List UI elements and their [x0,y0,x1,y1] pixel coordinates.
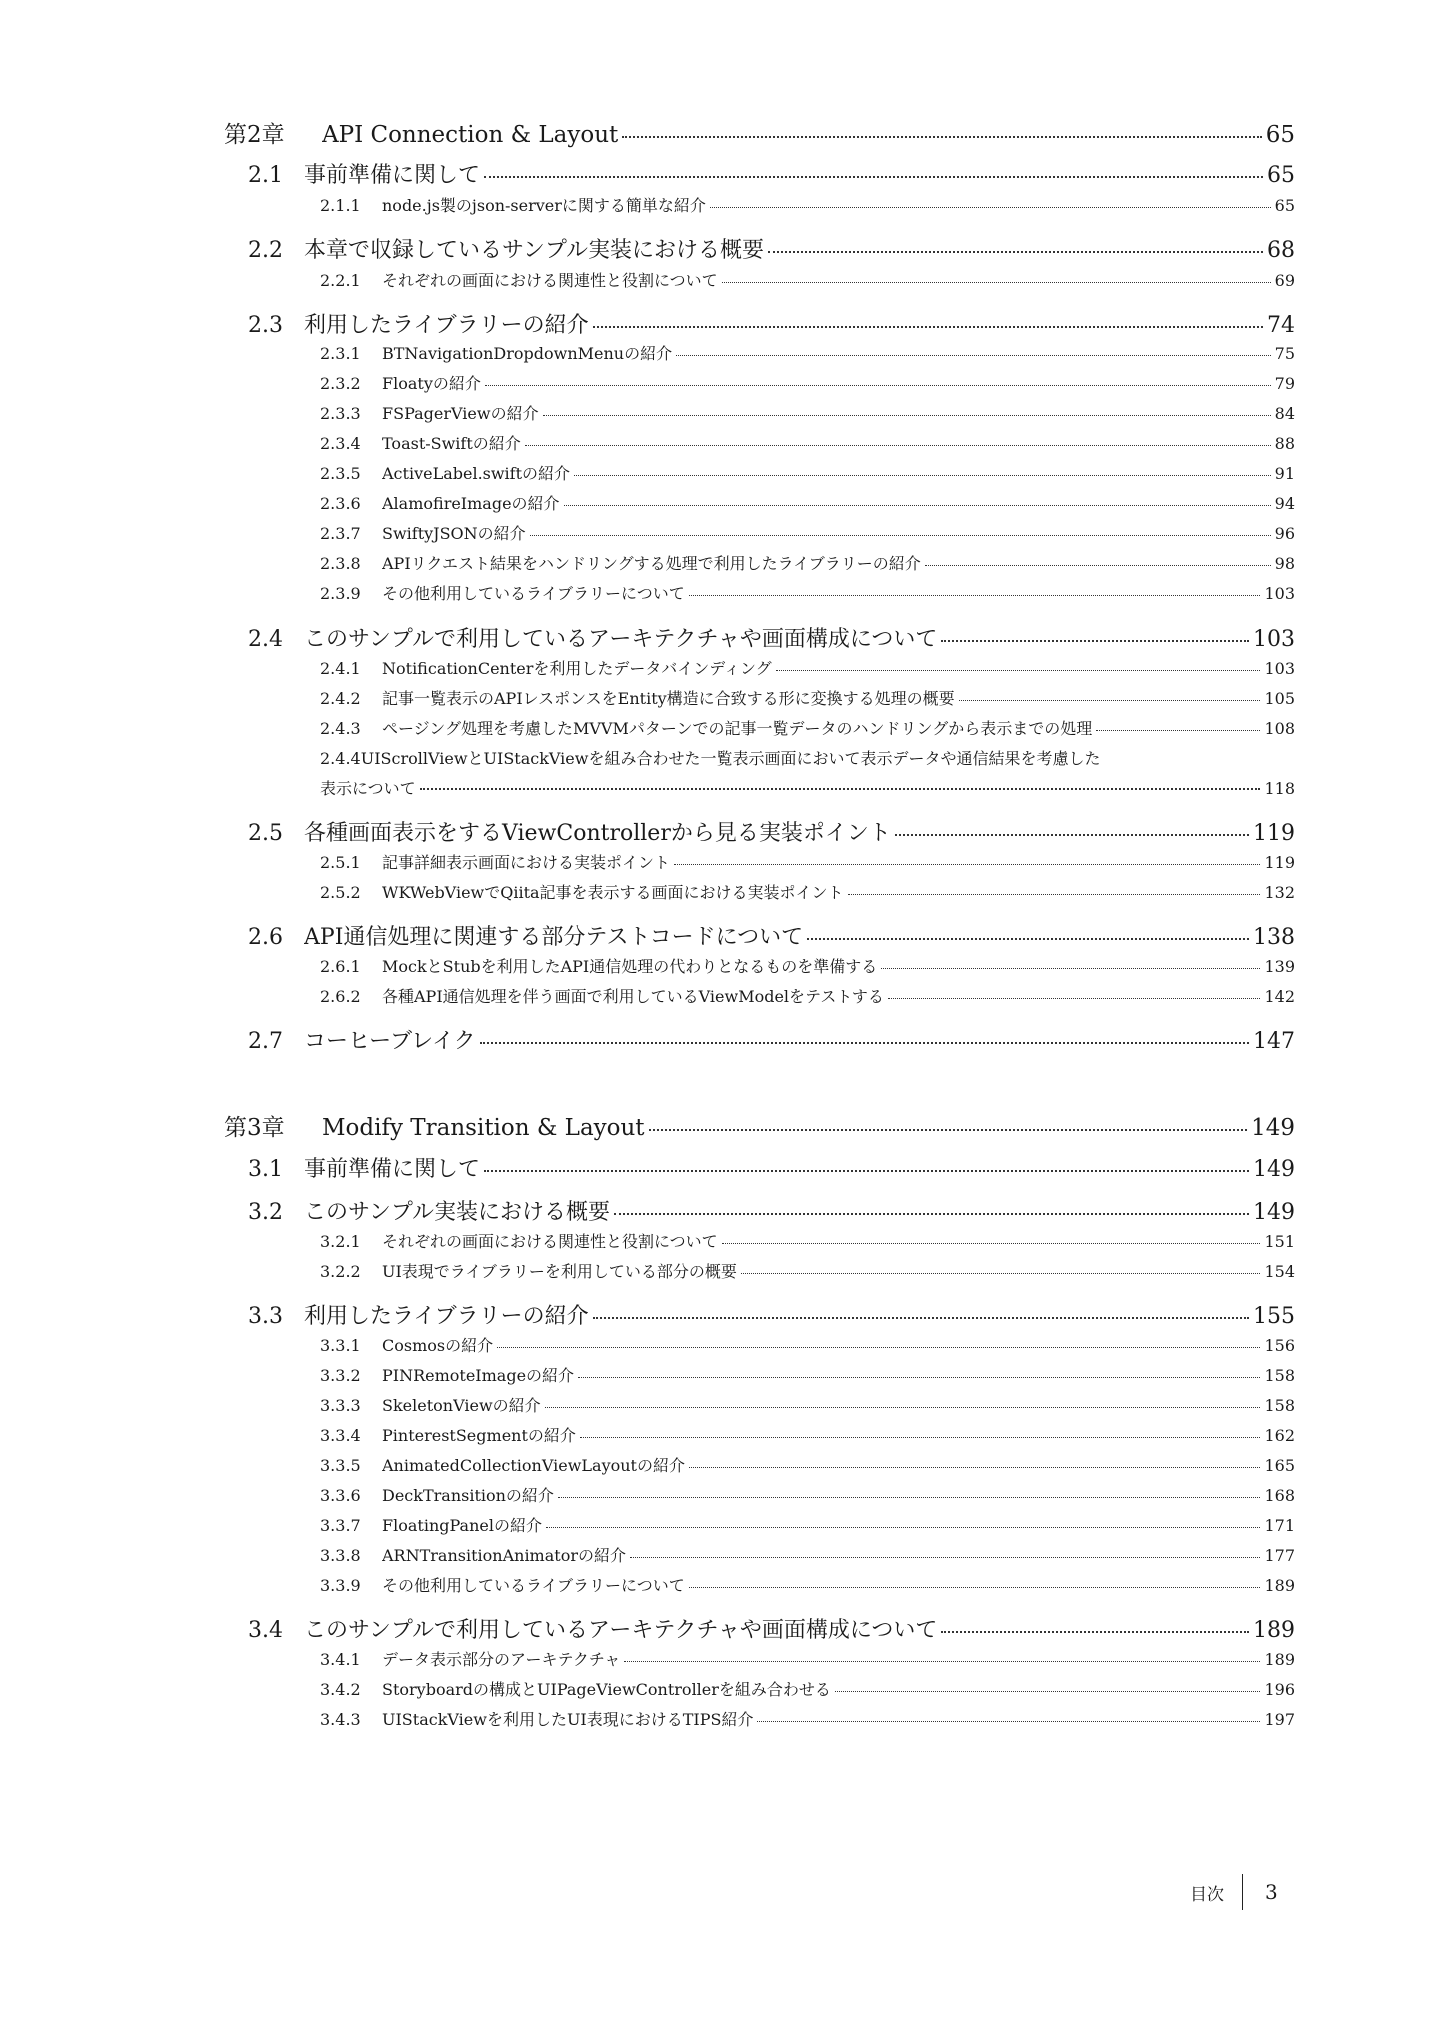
dot-leader [497,1347,1260,1348]
toc-entry-sub [320,984,1295,1006]
toc-entry-sub [320,268,1295,290]
toc-entry-sub [320,461,1295,483]
dot-leader [776,670,1261,671]
toc-entry-page: 98 [1274,554,1295,573]
dot-leader [580,1437,1261,1438]
toc-entry-sub [320,401,1295,423]
toc-entry-page: 171 [1264,1516,1295,1535]
toc-entry-page: 132 [1264,883,1295,902]
toc-entry-page: 119 [1264,853,1295,872]
toc-entry-chapter [224,1109,1295,1139]
toc-entry-page: 189 [1253,1618,1295,1643]
toc-entry-page: 108 [1264,719,1295,738]
toc-entry-title: 各種画面表示をするViewControllerから見る実装ポイント [304,821,891,846]
toc-entry-page: 75 [1274,344,1295,363]
toc-entry-page: 79 [1274,374,1295,393]
toc-entry-page: 103 [1253,627,1295,652]
toc-entry-sub [320,341,1295,363]
toc-entry-number: 3.3.7 [320,1516,361,1535]
toc-entry-number: 2.4.1 [320,659,361,678]
toc-entry-sub [320,1647,1295,1669]
toc-entry-sub [320,1573,1295,1595]
toc-entry-page: 151 [1264,1232,1295,1251]
toc-entry-sub [320,1543,1295,1565]
toc-entry-title: Modify Transition & Layout [322,1115,645,1141]
toc-entry-section [248,1613,1295,1643]
footer-page-number: 3 [1265,1880,1278,1904]
toc-entry-number: 3.2.1 [320,1232,361,1251]
toc-entry-sub [320,1707,1295,1729]
toc-entry-title: Floatyの紹介 [382,374,481,393]
dot-leader [722,282,1271,283]
toc-entry-page: 156 [1264,1336,1295,1355]
toc-entry-number: 2.3.2 [320,374,361,393]
dot-leader [925,565,1271,566]
toc-entry-sub [320,371,1295,393]
toc-entry-number: 第3章 [224,1115,285,1141]
toc-entry-sub [320,1363,1295,1385]
dot-leader [848,894,1261,895]
toc-entry-title: UIScrollViewとUIStackViewを組み合わせた一覧表示画面において表示データや通信結果を考慮した [360,749,1101,768]
toc-entry-number: 2.4 [248,627,283,652]
toc-entry-sub [320,521,1295,543]
toc-entry-page: 103 [1264,584,1295,603]
toc-entry-sub [320,581,1295,603]
dot-leader [614,1213,1249,1215]
toc-entry-title: 利用したライブラリーの紹介 [304,313,589,338]
toc-entry-title: Cosmosの紹介 [382,1336,494,1355]
dot-leader [1096,730,1260,731]
dot-leader [574,475,1271,476]
toc-entry-number: 2.4.3 [320,719,361,738]
toc-entry-page: 119 [1253,821,1295,846]
toc-entry-section [248,1195,1295,1225]
toc-entry-number: 3.4.2 [320,1680,361,1699]
toc-entry-page: 138 [1253,925,1295,950]
toc-entry-title: このサンプルで利用しているアーキテクチャや画面構成について [304,627,938,652]
toc-entry-sub [320,491,1295,513]
toc-entry-number: 2.5.1 [320,853,361,872]
toc-entry-number: 2.3.4 [320,434,361,453]
toc-entry-sub [320,716,1295,738]
toc-entry-number: 2.7 [248,1029,283,1054]
toc-entry-sub [320,880,1295,902]
toc-entry-page: 155 [1253,1304,1295,1329]
toc-entry-page: 189 [1264,1576,1295,1595]
toc-entry-page: 158 [1264,1396,1295,1415]
toc-entry-title: FloatingPanelの紹介 [382,1516,542,1535]
toc-entry-number: 3.3.5 [320,1456,361,1475]
toc-entry-title: 記事詳細表示画面における実装ポイント [382,853,671,872]
dot-leader [757,1721,1260,1722]
toc-entry-number: 2.4.4 [320,749,361,768]
toc-entry-sub [320,551,1295,573]
toc-entry-title: WKWebViewでQiita記事を表示する画面における実装ポイント [382,883,844,902]
toc-entry-page: 142 [1264,987,1295,1006]
toc-entry-section [248,1299,1295,1329]
dot-leader [710,207,1271,208]
toc-entry-title: Storyboardの構成とUIPageViewControllerを組み合わせる [382,1680,831,1699]
toc-entry-section [248,1024,1295,1054]
toc-entry-sub [320,656,1295,678]
toc-entry-title: DeckTransitionの紹介 [382,1486,554,1505]
toc-entry-title: 各種API通信処理を伴う画面で利用しているViewModelをテストする [382,987,884,1006]
toc-entry-page: 189 [1264,1650,1295,1669]
dot-leader [881,968,1260,969]
toc-entry-page: 149 [1251,1115,1295,1141]
toc-entry-title: AnimatedCollectionViewLayoutの紹介 [382,1456,685,1475]
toc-entry-sub [320,1453,1295,1475]
toc-entry-title: その他利用しているライブラリーについて [382,584,685,603]
dot-leader [941,640,1249,642]
dot-leader [622,136,1261,138]
toc-entry-number: 2.2.1 [320,271,361,290]
toc-entry-number: 2.3.9 [320,584,361,603]
toc-entry-title: コーヒーブレイク [304,1029,476,1054]
toc-entry-title: FSPagerViewの紹介 [382,404,539,423]
toc-entry-section [248,308,1295,338]
toc-entry-title: ActiveLabel.swiftの紹介 [382,464,571,483]
toc-entry-number: 3.3.9 [320,1576,361,1595]
toc-entry-number: 2.2 [248,238,283,263]
toc-entry-page: 96 [1274,524,1295,543]
toc-entry-title: このサンプルで利用しているアーキテクチャや画面構成について [304,1618,938,1643]
toc-entry-title: API Connection & Layout [322,122,619,148]
toc-entry-number: 3.3 [248,1304,283,1329]
toc-entry-title: その他利用しているライブラリーについて [382,1576,685,1595]
toc-entry-number: 2.1.1 [320,196,361,215]
toc-entry-section [248,1152,1295,1182]
toc-entry-sub [320,1333,1295,1355]
toc-entry-sub [320,1483,1295,1505]
toc-entry-number: 2.3.6 [320,494,361,513]
dot-leader [593,326,1263,328]
toc-entry-page: 103 [1264,659,1295,678]
toc-entry-number: 3.4 [248,1618,283,1643]
dot-leader [941,1631,1249,1633]
toc-entry-title: それぞれの画面における関連性と役割について [382,1232,718,1251]
toc-entry-title: SkeletonViewの紹介 [382,1396,541,1415]
toc-entry-title: 表示について [320,779,416,798]
toc-entry-number: 3.3.4 [320,1426,361,1445]
dot-leader [546,1527,1260,1528]
footer-divider [1242,1874,1243,1910]
toc-entry-sub [320,850,1295,872]
toc-entry-sub [320,1423,1295,1445]
footer-label: 目次 [1190,1884,1224,1905]
toc-entry-page: 149 [1253,1200,1295,1225]
toc-entry-number: 3.4.3 [320,1710,361,1729]
toc-entry-number: 2.3 [248,313,283,338]
dot-leader [558,1497,1261,1498]
dot-leader [630,1557,1260,1558]
toc-entry-page: 94 [1274,494,1295,513]
toc-entry-title: 本章で収録しているサンプル実装における概要 [304,238,765,263]
dot-leader [807,938,1249,940]
dot-leader [530,535,1271,536]
dot-leader [895,834,1249,836]
toc-entry-page: 91 [1274,464,1295,483]
dot-leader [484,176,1263,178]
toc-entry-sub [320,686,1295,708]
toc-entry-title: SwiftyJSONの紹介 [382,524,526,543]
dot-leader [689,1467,1260,1468]
toc-entry-section [248,233,1295,263]
toc-entry-number: 2.1 [248,163,283,188]
toc-entry-number: 2.3.5 [320,464,361,483]
toc-entry-sub [320,1259,1295,1281]
toc-entry-title: 事前準備に関して [304,1157,481,1182]
toc-entry-title: MockとStubを利用したAPI通信処理の代わりとなるものを準備する [382,957,878,976]
toc-entry-page: 68 [1267,238,1295,263]
toc-entry-number: 2.3.7 [320,524,361,543]
toc-entry-number: 3.2.2 [320,1262,361,1281]
toc-entry-title: ページング処理を考慮したMVVMパターンでの記事一覧データのハンドリングから表示までの処理 [382,719,1093,738]
dot-leader [689,1587,1261,1588]
toc-entry-number: 3.4.1 [320,1650,361,1669]
toc-entry-title: 記事一覧表示のAPIレスポンスをEntity構造に合致する形に変換する処理の概要 [382,689,955,708]
toc-entry-title: ARNTransitionAnimatorの紹介 [382,1546,626,1565]
toc-entry-number: 3.1 [248,1157,283,1182]
toc-entry-title: PinterestSegmentの紹介 [382,1426,576,1445]
toc-entry-section [248,816,1295,846]
dot-leader [741,1273,1261,1274]
toc-entry-page: 147 [1253,1029,1295,1054]
toc-entry-page: 196 [1264,1680,1295,1699]
dot-leader [578,1377,1260,1378]
toc-entry-section [248,622,1295,652]
toc-entry-number: 3.3.1 [320,1336,361,1355]
toc-entry-page: 88 [1274,434,1295,453]
toc-entry-number: 3.3.3 [320,1396,361,1415]
toc-entry-page: 197 [1264,1710,1295,1729]
dot-leader [888,998,1261,999]
toc-entry-title: Toast-Swiftの紹介 [382,434,521,453]
toc-entry-sub [320,1677,1295,1699]
toc-entry-number: 第2章 [224,122,285,148]
toc-entry-number: 2.6.2 [320,987,361,1006]
dot-leader [676,355,1271,356]
toc-entry-sub [320,1229,1295,1251]
toc-entry-page: 65 [1267,163,1295,188]
dot-leader [485,385,1271,386]
dot-leader [480,1042,1249,1044]
toc-entry-title: PINRemoteImageの紹介 [382,1366,575,1385]
toc-entry-title: 利用したライブラリーの紹介 [304,1304,589,1329]
toc-entry-title: 事前準備に関して [304,163,481,188]
dot-leader [545,1407,1261,1408]
toc-entry-page: 149 [1253,1157,1295,1182]
toc-entry-number: 2.6 [248,925,283,950]
toc-entry-title: それぞれの画面における関連性と役割について [382,271,718,290]
toc-entry-cont [320,776,1295,798]
toc-entry-page: 118 [1264,779,1295,798]
dot-leader [593,1317,1249,1319]
toc-entry-page: 168 [1264,1486,1295,1505]
toc-entry-title: node.js製のjson-serverに関する簡単な紹介 [382,196,706,215]
toc-entry-title: データ表示部分のアーキテクチャ [382,1650,621,1669]
toc-entry-page: 65 [1274,196,1295,215]
dot-leader [649,1129,1248,1131]
toc-entry-number: 3.2 [248,1200,283,1225]
toc-entry-number: 3.3.2 [320,1366,361,1385]
toc-entry-sub [320,431,1295,453]
toc-entry-chapter [224,116,1295,146]
page-footer [1190,1874,1278,1910]
toc-entry-sub [320,193,1295,215]
toc-entry-title: BTNavigationDropdownMenuの紹介 [382,344,673,363]
dot-leader [420,788,1261,790]
dot-leader [624,1661,1260,1662]
toc-entry-title: NotificationCenterを利用したデータバインディング [382,659,772,678]
dot-leader [525,445,1271,446]
toc-entry-number: 2.3.3 [320,404,361,423]
dot-leader [674,864,1260,865]
toc-entry-title: AlamofireImageの紹介 [382,494,560,513]
toc-entry-page: 69 [1274,271,1295,290]
toc-entry-page: 165 [1264,1456,1295,1475]
toc-entry-title: API通信処理に関連する部分テストコードについて [304,925,804,950]
toc-entry-page: 154 [1264,1262,1295,1281]
toc-entry-number: 2.5.2 [320,883,361,902]
dot-leader [835,1691,1261,1692]
dot-leader [564,505,1271,506]
toc-entry-page: 158 [1264,1366,1295,1385]
toc-entry-sub [320,1393,1295,1415]
toc-entry-number: 2.4.2 [320,689,361,708]
dot-leader [484,1170,1249,1172]
dot-leader [768,251,1263,253]
toc-entry-page: 139 [1264,957,1295,976]
toc-entry-sub [320,1513,1295,1535]
toc-entry-number: 3.3.6 [320,1486,361,1505]
toc-entry-number: 2.3.8 [320,554,361,573]
toc-entry-page: 177 [1264,1546,1295,1565]
toc-entry-number: 2.3.1 [320,344,361,363]
dot-leader [689,595,1261,596]
toc-entry-number: 2.5 [248,821,283,846]
dot-leader [722,1243,1261,1244]
toc-entry-page: 74 [1267,313,1295,338]
toc-entry-page: 105 [1264,689,1295,708]
toc-entry-section [248,158,1295,188]
dot-leader [959,700,1261,701]
toc-entry-title: APIリクエスト結果をハンドリングする処理で利用したライブラリーの紹介 [382,554,921,573]
toc-entry-number: 3.3.8 [320,1546,361,1565]
toc-entry-page: 84 [1274,404,1295,423]
toc-entry-page: 65 [1265,122,1295,148]
toc-entry-section [248,920,1295,950]
dot-leader [543,415,1271,416]
toc-entry-sub [320,954,1295,976]
toc-entry-page: 162 [1264,1426,1295,1445]
toc-entry-plain [320,746,1295,768]
toc-entry-title: UI表現でライブラリーを利用している部分の概要 [382,1262,737,1281]
toc-entry-title: このサンプル実装における概要 [304,1200,611,1225]
toc-entry-number: 2.6.1 [320,957,361,976]
toc-entry-title: UIStackViewを利用したUI表現におけるTIPS紹介 [382,1710,754,1729]
